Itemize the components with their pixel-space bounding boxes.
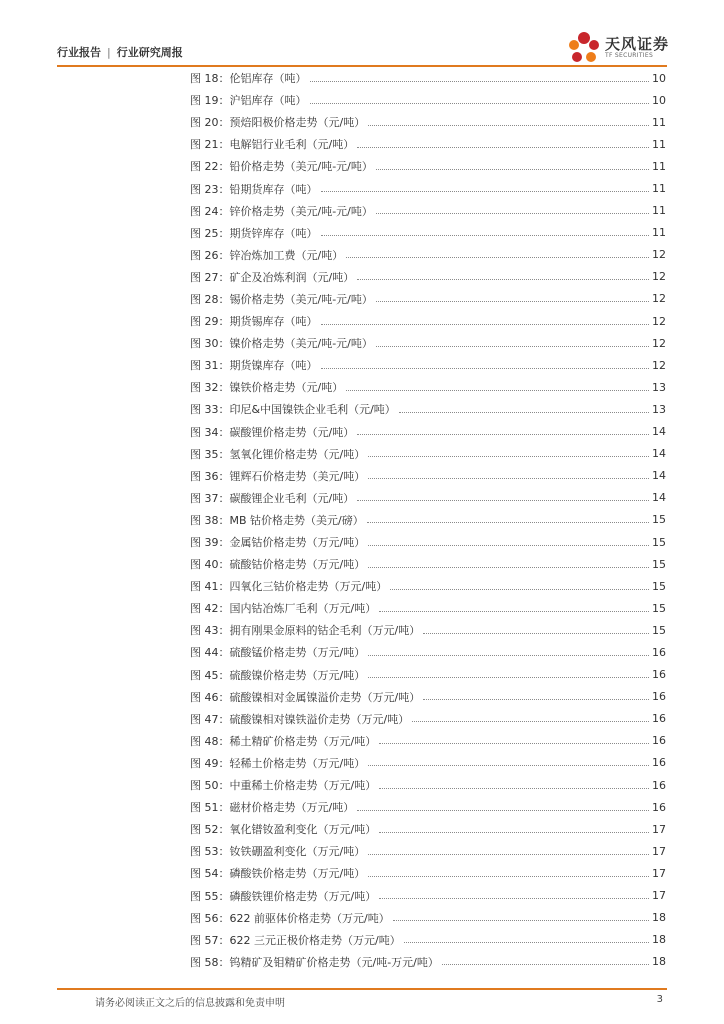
toc-entry-page: 12 <box>652 358 666 372</box>
toc-entry-label: 图 25：期货锌库存（吨） <box>190 226 318 240</box>
toc-entry-label: 图 37：碳酸锂企业毛利（元/吨） <box>190 491 355 505</box>
toc-entry[interactable] <box>190 884 666 906</box>
toc-entry[interactable] <box>190 421 666 443</box>
toc-entry-page: 15 <box>652 535 666 549</box>
report-type: 行业报告 <box>57 46 101 59</box>
toc-entry-label: 图 55：磷酸铁锂价格走势（万元/吨） <box>190 889 377 903</box>
toc-entry-page: 17 <box>652 844 666 858</box>
toc-dot-leader <box>423 699 649 700</box>
toc-entry[interactable] <box>190 244 666 266</box>
toc-dot-leader <box>379 898 649 899</box>
toc-entry-page: 10 <box>652 93 666 107</box>
toc-entry[interactable] <box>190 200 666 222</box>
toc-entry[interactable] <box>190 67 666 89</box>
toc-entry-page: 16 <box>652 756 666 770</box>
toc-entry-page: 13 <box>652 402 666 416</box>
toc-entry-label: 图 33：印尼&中国镍铁企业毛利（元/吨） <box>190 403 396 417</box>
toc-entry[interactable] <box>190 597 666 619</box>
toc-entry-label: 图 20：预焙阳极价格走势（元/吨） <box>190 116 366 130</box>
toc-entry-page: 15 <box>652 513 666 527</box>
toc-dot-leader <box>376 301 649 302</box>
toc-entry[interactable] <box>190 398 666 420</box>
toc-entry-page: 11 <box>652 204 666 218</box>
toc-entry[interactable] <box>190 133 666 155</box>
brand-name-cn: 天风证券 <box>605 35 670 53</box>
toc-entry-label: 图 35：氢氧化锂价格走势（元/吨） <box>190 447 366 461</box>
toc-dot-leader <box>379 832 649 833</box>
toc-dot-leader <box>376 213 649 214</box>
toc-dot-leader <box>357 147 649 148</box>
toc-entry[interactable] <box>190 641 666 663</box>
toc-entry-label: 图 57：622 三元正极价格走势（万元/吨） <box>190 933 401 947</box>
toc-entry-page: 17 <box>652 866 666 880</box>
toc-entry-label: 图 30：镍价格走势（美元/吨-元/吨） <box>190 337 373 351</box>
toc-entry[interactable] <box>190 553 666 575</box>
toc-entry-label: 图 32：镍铁价格走势（元/吨） <box>190 381 344 395</box>
toc-entry-page: 16 <box>652 800 666 814</box>
toc-entry-page: 13 <box>652 380 666 394</box>
toc-entry-page: 11 <box>652 182 666 196</box>
brand-name-en: TF SECURITIES <box>605 52 654 59</box>
toc-entry-label: 图 27：矿企及冶炼利润（元/吨） <box>190 270 355 284</box>
toc-entry[interactable] <box>190 686 666 708</box>
toc-entry-label: 图 49：轻稀土价格走势（万元/吨） <box>190 756 366 770</box>
toc-entry-label: 图 48：稀土精矿价格走势（万元/吨） <box>190 734 377 748</box>
toc-entry-label: 图 31：期货镍库存（吨） <box>190 359 318 373</box>
toc-entry-label: 图 38：MB 钴价格走势（美元/磅） <box>190 513 364 527</box>
toc-entry-label: 图 34：碳酸锂价格走势（元/吨） <box>190 425 355 439</box>
toc-entry-page: 11 <box>652 226 666 240</box>
toc-dot-leader <box>368 456 649 457</box>
toc-entry-label: 图 18：伦铝库存（吨） <box>190 72 307 86</box>
toc-entry[interactable] <box>190 730 666 752</box>
toc-entry-page: 16 <box>652 712 666 726</box>
toc-entry[interactable] <box>190 664 666 686</box>
toc-entry-page: 15 <box>652 557 666 571</box>
toc-entry-page: 18 <box>652 933 666 947</box>
toc-dot-leader <box>379 743 649 744</box>
toc-entry-label: 图 47：硫酸镍相对镍铁溢价走势（万元/吨） <box>190 712 410 726</box>
toc-entry-label: 图 28：锡价格走势（美元/吨-元/吨） <box>190 292 373 306</box>
toc-dot-leader <box>393 920 649 921</box>
toc-entry-label: 图 44：硫酸锰价格走势（万元/吨） <box>190 646 366 660</box>
toc-entry[interactable] <box>190 862 666 884</box>
toc-entry-page: 12 <box>652 292 666 306</box>
figure-list <box>190 67 666 973</box>
toc-dot-leader <box>442 964 649 965</box>
toc-entry-label: 图 36：锂辉石价格走势（美元/吨） <box>190 469 366 483</box>
toc-entry[interactable] <box>190 929 666 951</box>
toc-entry-page: 12 <box>652 336 666 350</box>
toc-dot-leader <box>412 721 649 722</box>
toc-entry-page: 17 <box>652 889 666 903</box>
toc-dot-leader <box>368 854 649 855</box>
tf-securities-logo <box>565 30 669 66</box>
toc-entry-page: 18 <box>652 911 666 925</box>
toc-dot-leader <box>368 677 649 678</box>
toc-entry-label: 图 29：期货锡库存（吨） <box>190 315 318 329</box>
toc-dot-leader <box>404 942 649 943</box>
toc-dot-leader <box>368 545 649 546</box>
toc-entry[interactable] <box>190 111 666 133</box>
toc-entry[interactable] <box>190 89 666 111</box>
toc-dot-leader <box>423 633 649 634</box>
report-subtype: 行业研究周报 <box>116 46 183 59</box>
toc-entry[interactable] <box>190 774 666 796</box>
toc-dot-leader <box>321 191 650 192</box>
toc-entry-page: 14 <box>652 447 666 461</box>
toc-entry-page: 15 <box>652 579 666 593</box>
toc-dot-leader <box>368 876 649 877</box>
toc-entry-page: 16 <box>652 645 666 659</box>
toc-dot-leader <box>357 279 649 280</box>
toc-entry[interactable] <box>190 177 666 199</box>
toc-entry-label: 图 46：硫酸镍相对金属镍溢价走势（万元/吨） <box>190 690 421 704</box>
toc-dot-leader <box>368 567 649 568</box>
toc-entry[interactable] <box>190 332 666 354</box>
toc-entry[interactable] <box>190 155 666 177</box>
toc-entry-page: 11 <box>652 115 666 129</box>
toc-entry-label: 图 50：中重稀土价格走势（万元/吨） <box>190 779 377 793</box>
toc-dot-leader <box>376 346 649 347</box>
flower-logo-icon <box>565 30 603 66</box>
toc-entry[interactable] <box>190 840 666 862</box>
toc-entry-page: 14 <box>652 469 666 483</box>
toc-entry-page: 14 <box>652 491 666 505</box>
toc-entry-label: 图 24：锌价格走势（美元/吨-元/吨） <box>190 204 373 218</box>
toc-entry-page: 18 <box>652 955 666 969</box>
toc-dot-leader <box>379 611 649 612</box>
toc-entry-page: 16 <box>652 778 666 792</box>
toc-dot-leader <box>346 257 649 258</box>
toc-entry[interactable] <box>190 266 666 288</box>
toc-entry-page: 12 <box>652 270 666 284</box>
toc-entry-label: 图 52：氧化镨钕盈利变化（万元/吨） <box>190 823 377 837</box>
toc-entry[interactable] <box>190 531 666 553</box>
toc-entry[interactable] <box>190 376 666 398</box>
toc-entry-page: 10 <box>652 71 666 85</box>
toc-entry[interactable] <box>190 354 666 376</box>
toc-entry-page: 15 <box>652 623 666 637</box>
toc-dot-leader <box>310 103 650 104</box>
toc-dot-leader <box>357 500 649 501</box>
toc-entry[interactable] <box>190 509 666 531</box>
toc-entry[interactable] <box>190 796 666 818</box>
toc-entry-page: 15 <box>652 601 666 615</box>
toc-entry-label: 图 23：铅期货库存（吨） <box>190 182 318 196</box>
toc-entry-page: 16 <box>652 734 666 748</box>
toc-entry-page: 12 <box>652 248 666 262</box>
toc-entry-label: 图 19：沪铝库存（吨） <box>190 94 307 108</box>
page-header <box>57 35 670 64</box>
toc-entry-label: 图 40：硫酸钴价格走势（万元/吨） <box>190 558 366 572</box>
toc-entry[interactable] <box>190 465 666 487</box>
toc-entry[interactable] <box>190 619 666 641</box>
toc-entry-label: 图 56：622 前驱体价格走势（万元/吨） <box>190 911 390 925</box>
toc-entry-label: 图 54：磷酸铁价格走势（万元/吨） <box>190 867 366 881</box>
toc-entry[interactable] <box>190 443 666 465</box>
page-number: 3 <box>656 994 663 1005</box>
toc-entry[interactable] <box>190 288 666 310</box>
toc-entry[interactable] <box>190 818 666 840</box>
toc-dot-leader <box>357 810 649 811</box>
toc-dot-leader <box>376 169 649 170</box>
toc-entry[interactable] <box>190 575 666 597</box>
toc-entry[interactable] <box>190 752 666 774</box>
toc-dot-leader <box>379 788 649 789</box>
header-separator: | <box>107 46 111 59</box>
footer-disclaimer: 请务必阅读正文之后的信息披露和免责申明 <box>95 998 285 1009</box>
toc-entry-label: 图 41：四氧化三钴价格走势（万元/吨） <box>190 580 388 594</box>
report-category <box>57 44 183 60</box>
toc-entry[interactable] <box>190 907 666 929</box>
toc-dot-leader <box>357 434 649 435</box>
toc-dot-leader <box>368 655 649 656</box>
toc-dot-leader <box>367 522 649 523</box>
toc-dot-leader <box>321 235 650 236</box>
toc-entry-page: 12 <box>652 314 666 328</box>
toc-entry-page: 16 <box>652 668 666 682</box>
toc-entry-page: 16 <box>652 690 666 704</box>
toc-entry[interactable] <box>190 951 666 973</box>
toc-entry-label: 图 26：锌冶炼加工费（元/吨） <box>190 248 344 262</box>
toc-entry-page: 14 <box>652 425 666 439</box>
toc-dot-leader <box>346 390 649 391</box>
toc-entry-label: 图 39：金属钴价格走势（万元/吨） <box>190 536 366 550</box>
toc-entry-label: 图 22：铅价格走势（美元/吨-元/吨） <box>190 160 373 174</box>
toc-entry-label: 图 42：国内钴冶炼厂毛利（万元/吨） <box>190 602 377 616</box>
toc-dot-leader <box>310 81 650 82</box>
toc-entry[interactable] <box>190 222 666 244</box>
toc-entry[interactable] <box>190 310 666 332</box>
toc-dot-leader <box>390 589 649 590</box>
toc-entry-label: 图 51：磁材价格走势（万元/吨） <box>190 801 355 815</box>
toc-dot-leader <box>399 412 649 413</box>
toc-dot-leader <box>321 324 650 325</box>
toc-dot-leader <box>321 368 650 369</box>
toc-dot-leader <box>368 478 649 479</box>
toc-entry-label: 图 45：硫酸镍价格走势（万元/吨） <box>190 668 366 682</box>
toc-entry-label: 图 53：钕铁硼盈利变化（万元/吨） <box>190 845 366 859</box>
toc-entry-label: 图 21：电解铝行业毛利（元/吨） <box>190 138 355 152</box>
toc-entry-page: 17 <box>652 822 666 836</box>
toc-entry-page: 11 <box>652 137 666 151</box>
toc-entry[interactable] <box>190 487 666 509</box>
footer-divider <box>57 988 667 990</box>
toc-entry-label: 图 58：钨精矿及钼精矿价格走势（元/吨-万元/吨） <box>190 955 439 969</box>
toc-entry-label: 图 43：拥有刚果金原料的钴企毛利（万元/吨） <box>190 624 421 638</box>
toc-dot-leader <box>368 765 649 766</box>
toc-entry[interactable] <box>190 708 666 730</box>
toc-dot-leader <box>368 125 649 126</box>
toc-entry-page: 11 <box>652 159 666 173</box>
